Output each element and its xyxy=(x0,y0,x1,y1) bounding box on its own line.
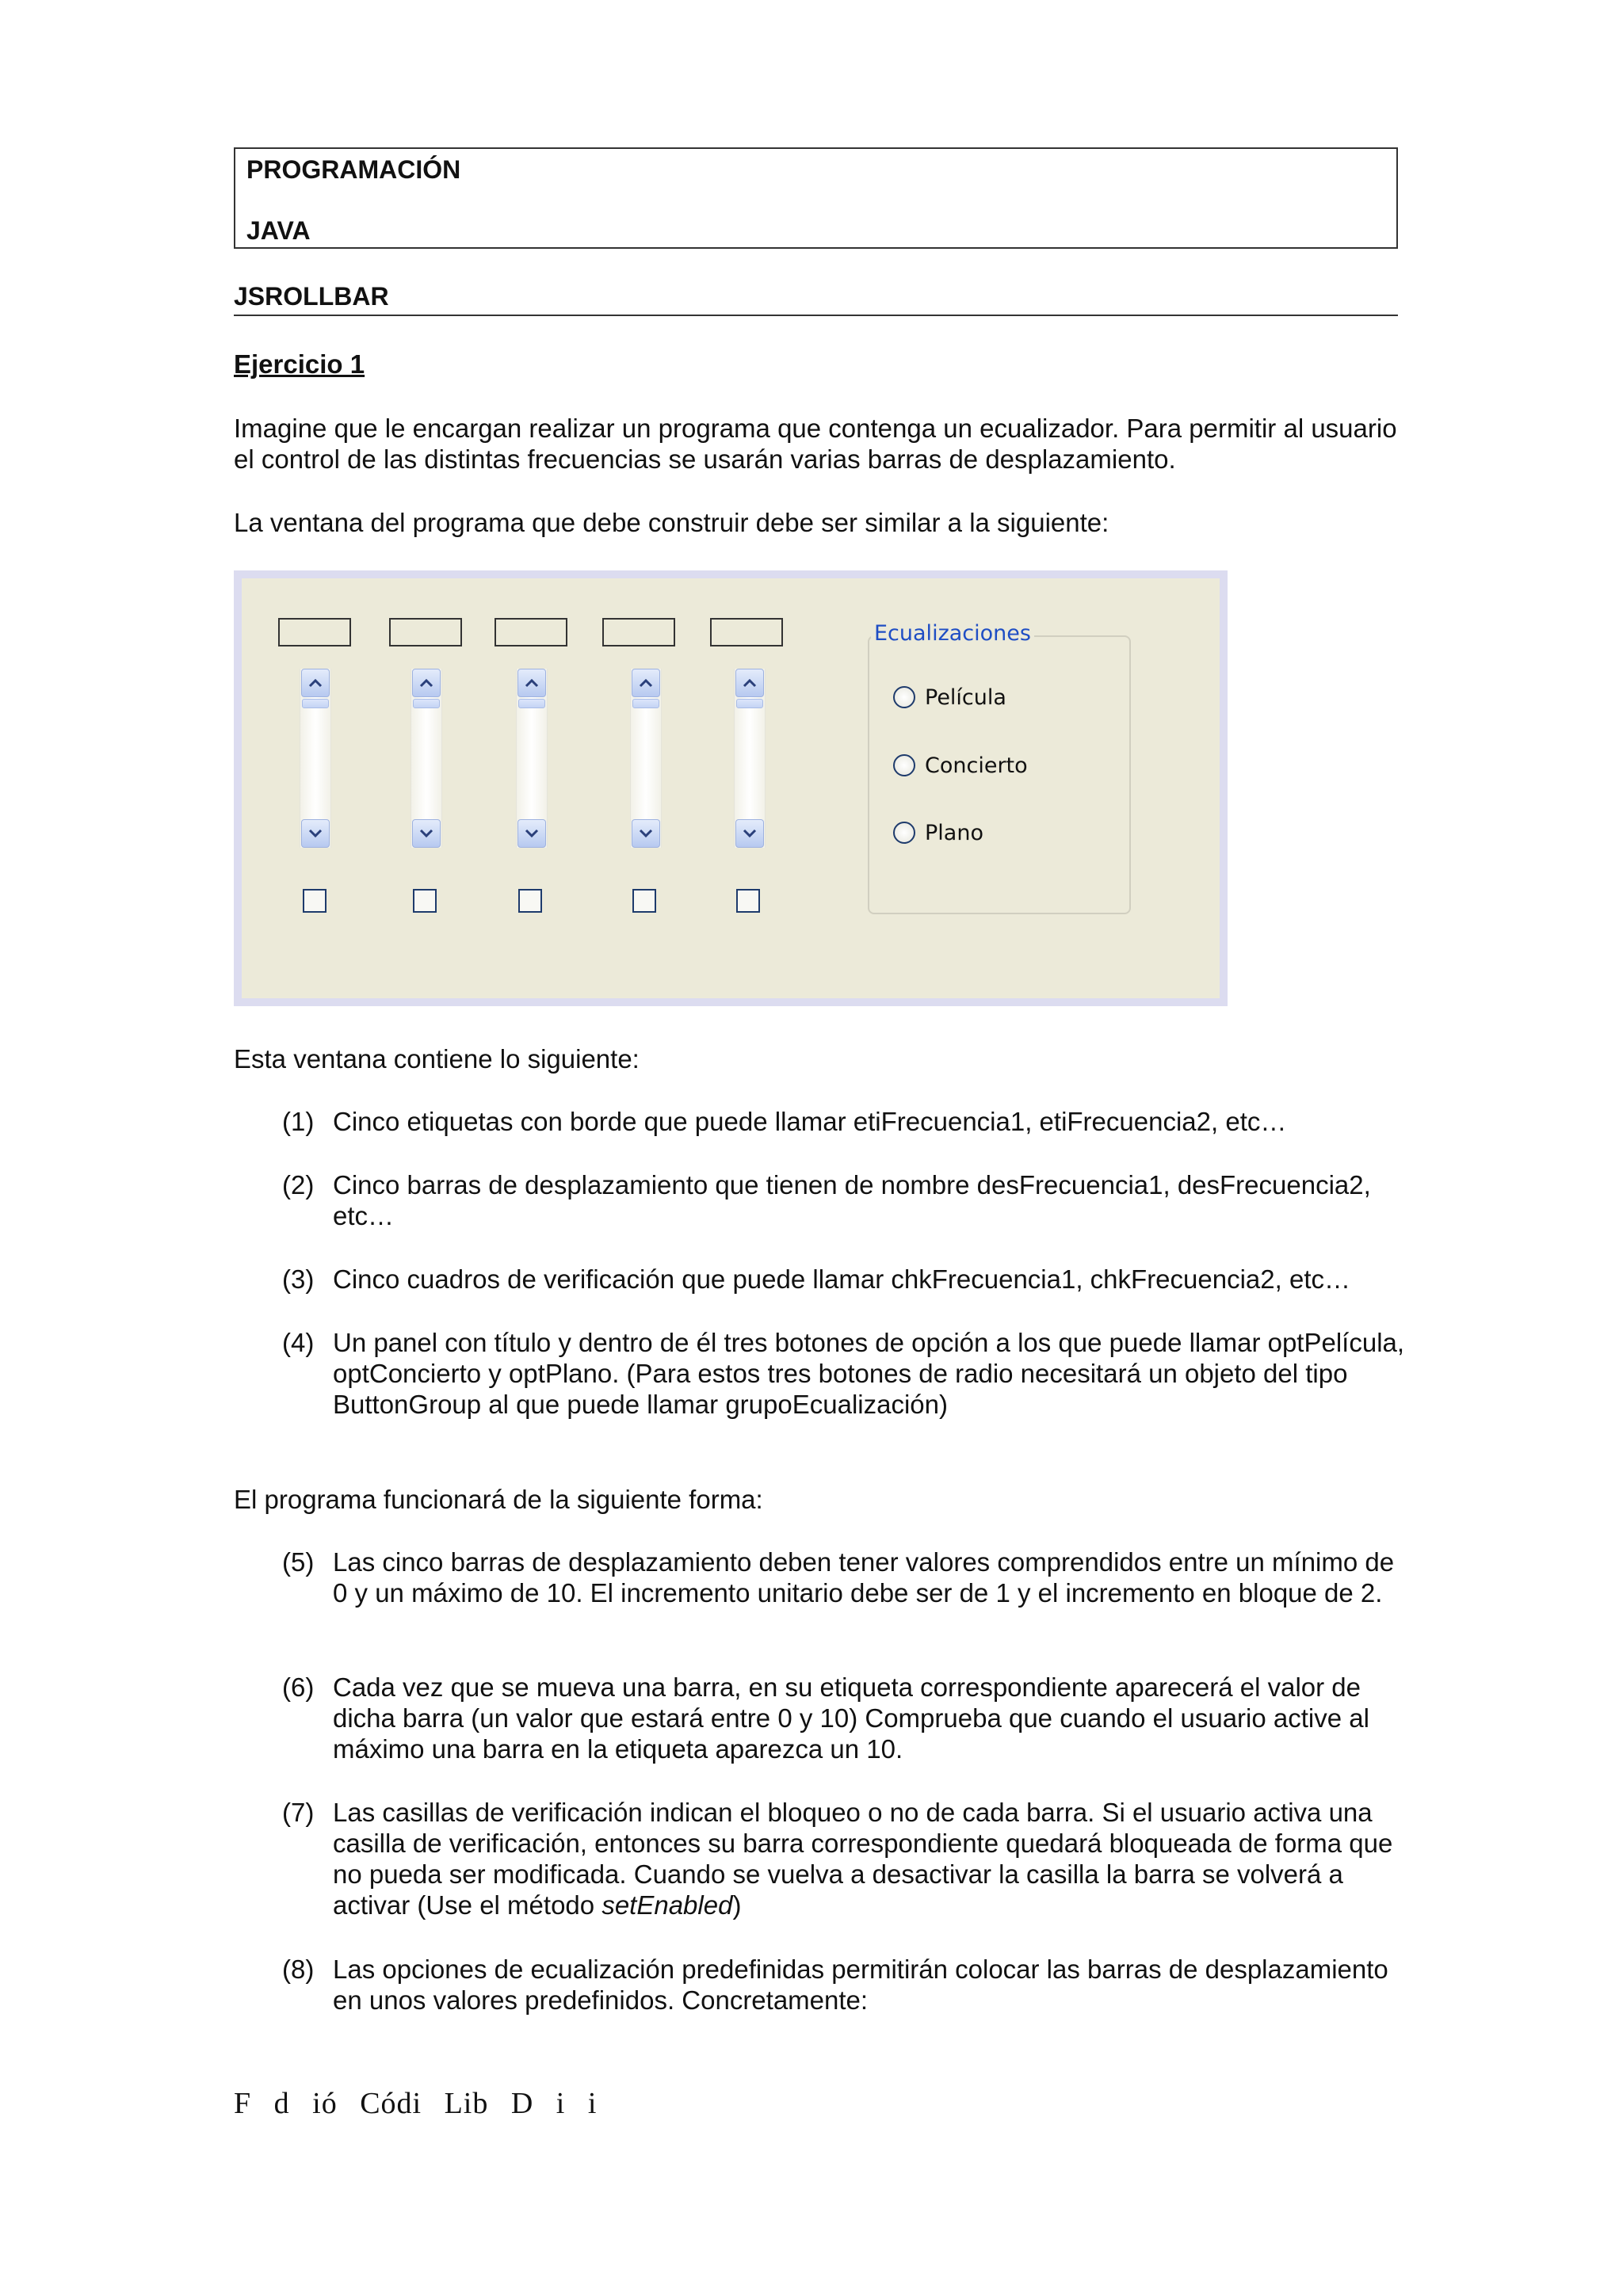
frequency-scrollbar-4[interactable] xyxy=(630,669,662,848)
window-content xyxy=(242,578,1220,998)
chevron-up-icon xyxy=(525,678,539,688)
list-number: (1) xyxy=(282,1107,315,1136)
chevron-down-icon xyxy=(639,829,653,838)
lock-checkbox-3[interactable] xyxy=(518,889,542,913)
list-number: (5) xyxy=(282,1547,315,1577)
list-text xyxy=(333,1797,1407,1920)
list-text-tail: ) xyxy=(732,1890,742,1920)
section-subtitle xyxy=(234,281,1398,316)
list-text: Las cinco barras de desplazamiento deben tener valores comprendidos entre un mínimo de 0 y un máximo de 10. El incremento unitario debe ser de 1 y el incremento en bloque de 2. xyxy=(333,1547,1395,1608)
radio-label: Plano xyxy=(925,820,983,845)
frequency-label-1 xyxy=(278,618,351,646)
equalization-group-title: Ecualizaciones xyxy=(871,621,1034,646)
radio-circle-icon[interactable] xyxy=(893,822,915,844)
method-name: setEnabled xyxy=(601,1890,733,1920)
scroll-thumb[interactable] xyxy=(736,699,763,708)
scroll-down-button[interactable] xyxy=(735,819,764,848)
scroll-up-button[interactable] xyxy=(412,669,441,697)
contains-heading: Esta ventana contiene lo siguiente: xyxy=(234,1044,640,1074)
radio-label: Película xyxy=(925,685,1006,710)
chevron-up-icon xyxy=(639,678,653,688)
list-text: Un panel con título y dentro de él tres botones de opción a los que puede llamar optPelícula, optConcierto y optPlano. (Para estos tres botones de radio necesitará un objeto del tipo ButtonGroup al que puede llamar grupoEcualización) xyxy=(333,1328,1405,1419)
list-text-main: Las casillas de verificación indican el bloqueo o no de cada barra. Si el usuario activa una casilla de verificación, entonces su barra correspondiente quedará bloqueada de forma que no pueda ser modificada. Cuando se vuelva a desactivar la casilla la barra se volverá a activar (Use el método xyxy=(333,1798,1393,1920)
lock-checkbox-2[interactable] xyxy=(413,889,437,913)
scroll-thumb[interactable] xyxy=(413,699,440,708)
lock-checkbox-4[interactable] xyxy=(632,889,656,913)
header-line-2: JAVA xyxy=(246,216,311,245)
scroll-thumb[interactable] xyxy=(302,699,329,708)
scroll-up-button[interactable] xyxy=(632,669,660,697)
radio-concierto[interactable] xyxy=(893,752,1028,779)
header-line-1: PROGRAMACIÓN xyxy=(246,155,461,184)
radio-label: Concierto xyxy=(925,753,1028,778)
list-number: (7) xyxy=(282,1798,315,1827)
scroll-up-button[interactable] xyxy=(517,669,546,697)
frequency-scrollbar-3[interactable] xyxy=(516,669,548,848)
list-text: Las opciones de ecualización predefinidas permitirán colocar las barras de desplazamiento en unos valores predefinidos. Concretamente: xyxy=(333,1955,1388,2015)
list-number: (4) xyxy=(282,1328,315,1357)
intro-paragraph-2: La ventana del programa que debe construir debe ser similar a la siguiente: xyxy=(234,508,1109,537)
frequency-label-2 xyxy=(389,618,462,646)
frequency-label-4 xyxy=(602,618,675,646)
chevron-down-icon xyxy=(419,829,433,838)
subtitle-text: JSROLLBAR xyxy=(234,282,389,311)
list-number: (6) xyxy=(282,1672,315,1702)
works-heading: El programa funcionará de la siguiente forma: xyxy=(234,1485,763,1514)
page-footer: F d ió Códi Lib D i i xyxy=(234,2087,598,2120)
radio-circle-icon[interactable] xyxy=(893,686,915,708)
scroll-up-button[interactable] xyxy=(735,669,764,697)
chevron-up-icon xyxy=(743,678,757,688)
radio-circle-icon[interactable] xyxy=(893,754,915,776)
lock-checkbox-1[interactable] xyxy=(303,889,327,913)
radio-pelicula[interactable] xyxy=(893,684,1006,711)
chevron-up-icon xyxy=(419,678,433,688)
list-text: Cinco cuadros de verificación que puede llamar chkFrecuencia1, chkFrecuencia2, etc… xyxy=(333,1264,1350,1294)
list-number: (8) xyxy=(282,1955,315,1984)
equalizer-window-screenshot xyxy=(234,570,1228,1006)
frequency-label-3 xyxy=(495,618,567,646)
frequency-label-5 xyxy=(710,618,783,646)
lock-checkbox-5[interactable] xyxy=(736,889,760,913)
chevron-down-icon xyxy=(308,829,323,838)
frequency-scrollbar-5[interactable] xyxy=(734,669,766,848)
list-number: (3) xyxy=(282,1264,315,1294)
radio-plano[interactable] xyxy=(893,819,983,846)
intro-paragraph-1: Imagine que le encargan realizar un programa que contenga un ecualizador. Para permitir al usuario el control de las distintas frecuencias se usarán varias barras de desplazamiento. xyxy=(234,414,1397,474)
scroll-thumb[interactable] xyxy=(632,699,659,708)
chevron-down-icon xyxy=(743,829,757,838)
scroll-thumb[interactable] xyxy=(518,699,545,708)
scroll-up-button[interactable] xyxy=(301,669,330,697)
list-text: Cada vez que se mueva una barra, en su etiqueta correspondiente aparecerá el valor de dicha barra (un valor que estará entre 0 y 10) Comprueba que cuando el usuario active al máximo una barra en la etiqueta aparezca un 10. xyxy=(333,1672,1369,1764)
list-text: Cinco barras de desplazamiento que tienen de nombre desFrecuencia1, desFrecuencia2, etc… xyxy=(333,1170,1371,1230)
frequency-scrollbar-2[interactable] xyxy=(411,669,442,848)
scroll-down-button[interactable] xyxy=(412,819,441,848)
header-box xyxy=(234,147,1398,249)
scroll-down-button[interactable] xyxy=(517,819,546,848)
exercise-title: Ejercicio 1 xyxy=(234,349,365,379)
scroll-down-button[interactable] xyxy=(301,819,330,848)
chevron-down-icon xyxy=(525,829,539,838)
list-number: (2) xyxy=(282,1170,315,1199)
frequency-scrollbar-1[interactable] xyxy=(300,669,331,848)
scroll-down-button[interactable] xyxy=(632,819,660,848)
list-text: Cinco etiquetas con borde que puede llamar etiFrecuencia1, etiFrecuencia2, etc… xyxy=(333,1107,1287,1136)
chevron-up-icon xyxy=(308,678,323,688)
